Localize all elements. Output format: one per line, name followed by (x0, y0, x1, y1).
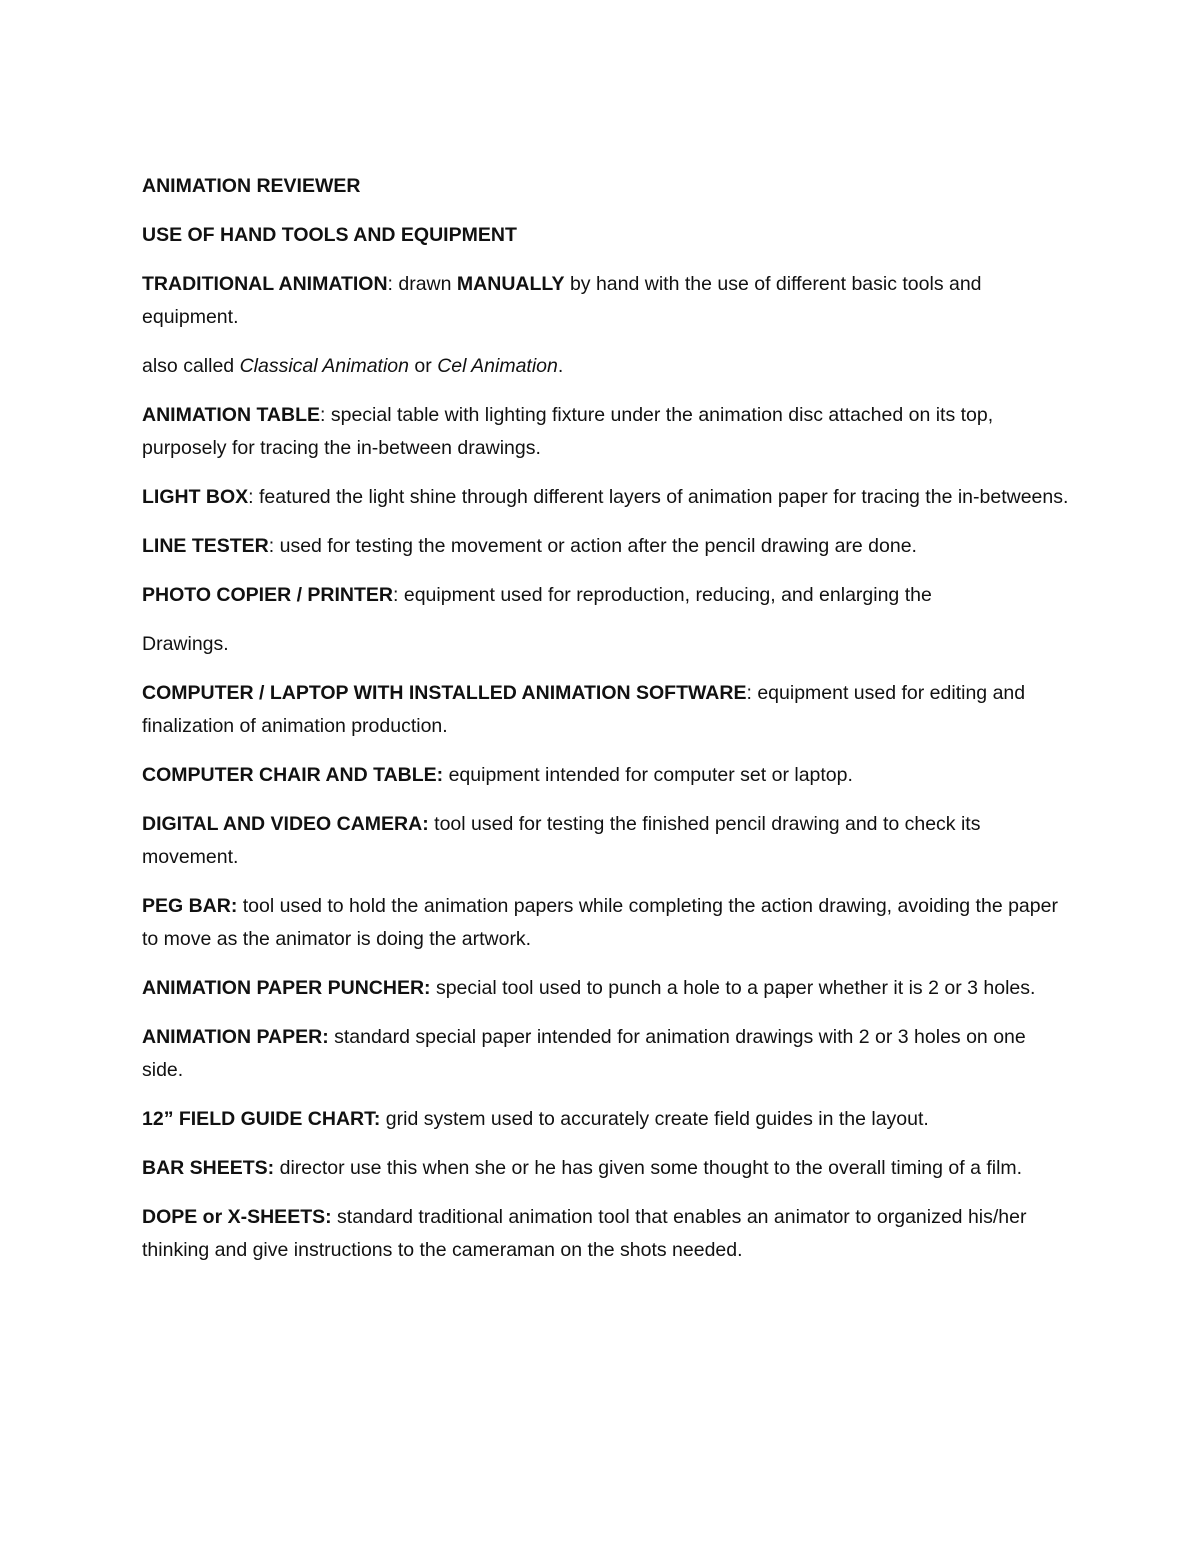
term: ANIMATION PAPER PUNCHER: (142, 977, 431, 999)
also-called-prefix: also called (142, 355, 240, 377)
term-separator: : (746, 682, 758, 704)
definition-text: by hand with the use of different basic tools and equipment. (142, 273, 982, 328)
definition-text: equipment intended for computer set or laptop. (448, 764, 853, 786)
term: DOPE or X-SHEETS: (142, 1206, 332, 1228)
definition-line-tester (142, 530, 1072, 563)
definition-dope-sheets (142, 1201, 1072, 1267)
term: LINE TESTER (142, 535, 269, 557)
term-separator: : (320, 404, 331, 426)
definition-field-guide-chart (142, 1103, 1072, 1136)
term-separator: : (268, 535, 280, 557)
definition-text: special table with lighting fixture under the animation disc attached on its top, purposely for tracing the in-between drawings. (142, 404, 994, 459)
definition-text: tool used to hold the animation papers while completing the action drawing, avoiding the paper to move as the animator is doing the artwork. (142, 895, 1058, 950)
term-separator: : (393, 584, 404, 606)
definition-photo-copier (142, 579, 1072, 612)
term: 12” FIELD GUIDE CHART: (142, 1108, 381, 1130)
term: PHOTO COPIER / PRINTER (142, 584, 394, 606)
term: COMPUTER / LAPTOP WITH INSTALLED ANIMATION SOFTWARE (142, 682, 747, 704)
term: ANIMATION TABLE (142, 404, 321, 426)
definition-text: grid system used to accurately create field guides in the layout. (385, 1108, 929, 1130)
definition-text: drawn (398, 273, 457, 295)
also-called-line (142, 350, 1072, 383)
term: BAR SHEETS: (142, 1157, 275, 1179)
definition-photo-copier-continued (142, 628, 1072, 661)
definition-text: equipment used for reproduction, reducing, and enlarging the (403, 584, 932, 606)
term: PEG BAR: (142, 895, 238, 917)
term-separator: : (248, 486, 260, 508)
term-separator: : (387, 273, 399, 295)
definition-text: special tool used to punch a hole to a paper whether it is 2 or 3 holes. (435, 977, 1036, 999)
term: COMPUTER CHAIR AND TABLE: (142, 764, 444, 786)
document-subtitle: USE OF HAND TOOLS AND EQUIPMENT (142, 224, 517, 246)
term: LIGHT BOX (142, 486, 249, 508)
definition-peg-bar (142, 890, 1072, 956)
definition-text: standard traditional animation tool that enables an animator to organized his/her thinking and give instructions to the cameraman on the shots needed. (142, 1206, 1027, 1261)
also-called-suffix: . (557, 355, 564, 377)
definition-text: director use this when she or he has given some thought to the overall timing of a film. (279, 1157, 1023, 1179)
definition-computer-laptop (142, 677, 1072, 743)
definition-text: Drawings. (142, 633, 229, 655)
also-called-middle: or (409, 355, 438, 377)
definition-text: tool used for testing the finished pencil drawing and to check its movement. (142, 813, 981, 868)
definition-light-box (142, 481, 1072, 514)
term-traditional-animation: TRADITIONAL ANIMATION (142, 273, 388, 295)
emphasis-manually: MANUALLY (456, 273, 565, 295)
definition-traditional-animation (142, 268, 1072, 334)
term: ANIMATION PAPER: (142, 1026, 329, 1048)
definition-digital-camera (142, 808, 1072, 874)
definition-bar-sheets (142, 1152, 1072, 1185)
alt-name-classical: Classical Animation (239, 355, 409, 377)
definition-paper-puncher (142, 972, 1072, 1005)
definition-animation-paper (142, 1021, 1072, 1087)
definition-text: used for testing the movement or action after the pencil drawing are done. (279, 535, 917, 557)
alt-name-cel: Cel Animation (437, 355, 558, 377)
term: DIGITAL AND VIDEO CAMERA: (142, 813, 429, 835)
definition-text: featured the light shine through different layers of animation paper for tracing the in-betweens. (259, 486, 1069, 508)
document-title: ANIMATION REVIEWER (142, 175, 361, 197)
definition-text: equipment used for editing and finalization of animation production. (142, 682, 1026, 737)
definition-animation-table (142, 399, 1072, 465)
document-body (142, 170, 1072, 1283)
definition-text: standard special paper intended for animation drawings with 2 or 3 holes on one side. (142, 1026, 1026, 1081)
definition-computer-chair (142, 759, 1072, 792)
